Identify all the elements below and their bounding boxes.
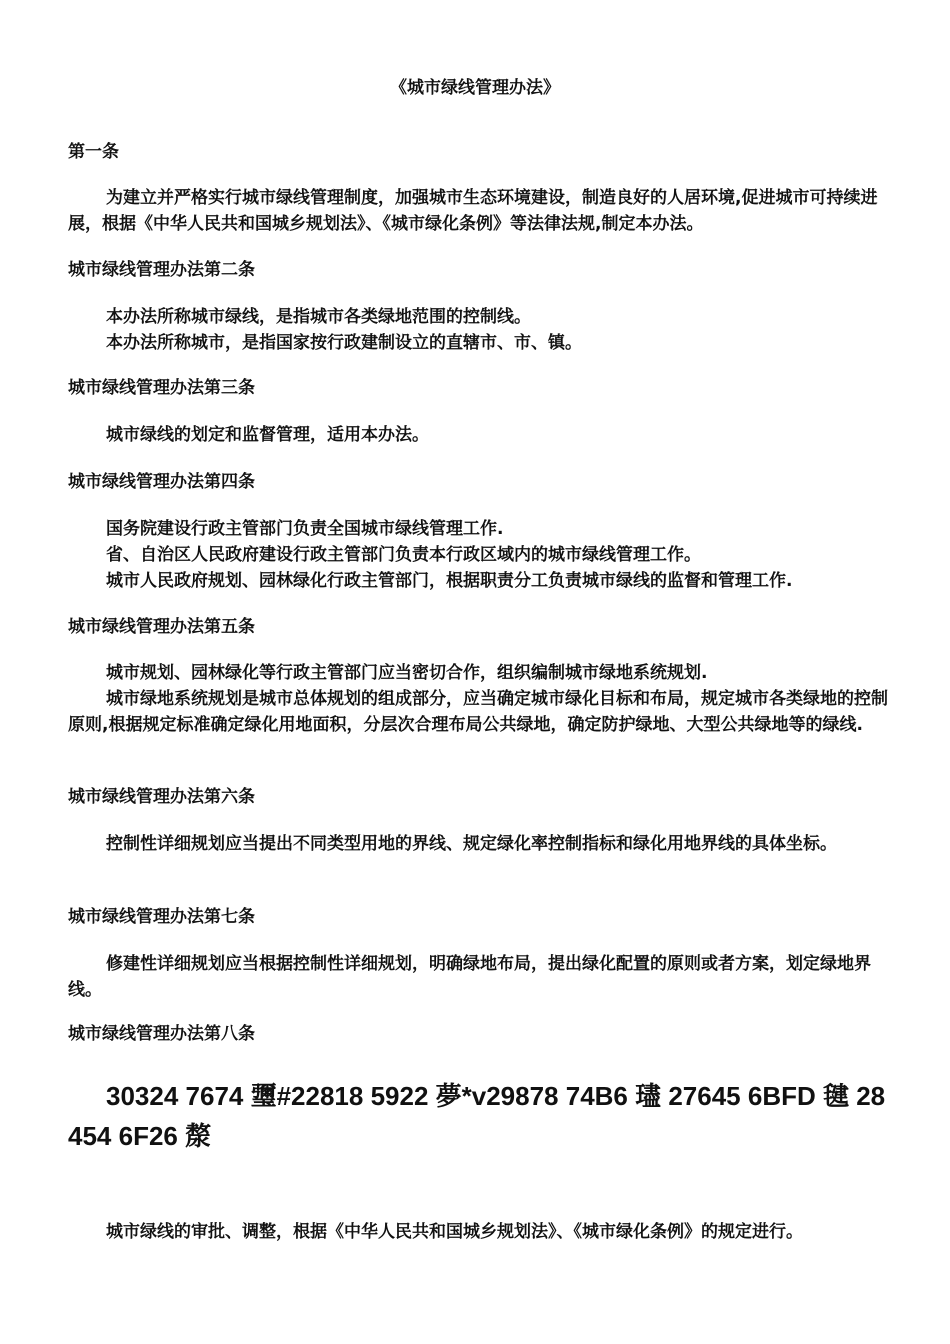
section-body-7 — [68, 951, 888, 1003]
section-heading-3: 城市绿线管理办法第三条 — [68, 378, 255, 398]
section-heading-1: 第一条 — [68, 142, 119, 162]
section-heading-7: 城市绿线管理办法第七条 — [68, 907, 255, 927]
paragraph: 城市绿地系统规划是城市总体规划的组成部分，应当确定城市绿化目标和布局，规定城市各类绿地的控制原则,根据规定标准确定绿化用地面积，分层次合理布局公共绿地，确定防护绿地、大型公共绿地等的绿线. — [68, 689, 888, 735]
section-heading-4: 城市绿线管理办法第四条 — [68, 472, 255, 492]
section-body-4 — [68, 516, 888, 594]
paragraph: 修建性详细规划应当根据控制性详细规划，明确绿地布局，提出绿化配置的原则或者方案，划定绿地界线。 — [68, 954, 871, 1000]
section-body-6 — [68, 831, 888, 857]
paragraph: 城市绿线的划定和监督管理，适用本办法。 — [106, 425, 429, 445]
section-body-1 — [68, 185, 888, 237]
section-heading-6: 城市绿线管理办法第六条 — [68, 787, 255, 807]
final-paragraph — [68, 1219, 888, 1245]
paragraph: 城市人民政府规划、园林绿化行政主管部门，根据职责分工负责城市绿线的监督和管理工作. — [106, 571, 793, 591]
section-heading-8: 城市绿线管理办法第八条 — [68, 1024, 255, 1044]
paragraph: 本办法所称城市，是指国家按行政建制设立的直辖市、市、镇。 — [106, 333, 582, 353]
paragraph: 城市规划、园林绿化等行政主管部门应当密切合作，组织编制城市绿地系统规划. — [106, 663, 708, 683]
paragraph: 控制性详细规划应当提出不同类型用地的界线、规定绿化率控制指标和绿化用地界线的具体坐标。 — [106, 834, 837, 854]
section-body-2 — [68, 304, 888, 356]
section-body-3 — [68, 422, 888, 448]
paragraph: 城市绿线的审批、调整，根据《中华人民共和国城乡规划法》、《城市绿化条例》的规定进行。 — [106, 1222, 803, 1242]
paragraph: 省、自治区人民政府建设行政主管部门负责本行政区域内的城市绿线管理工作。 — [106, 545, 701, 565]
section-heading-2: 城市绿线管理办法第二条 — [68, 260, 255, 280]
section-heading-5: 城市绿线管理办法第五条 — [68, 617, 255, 637]
document-title: 《城市绿线管理办法》 — [390, 78, 560, 98]
paragraph: 国务院建设行政主管部门负责全国城市绿线管理工作. — [106, 519, 504, 539]
paragraph: 为建立并严格实行城市绿线管理制度，加强城市生态环境建设，制造良好的人居环境,促进城市可持续进展，根据《中华人民共和国城乡规划法》、《城市绿化条例》等法律法规,制定本办法。 — [68, 188, 878, 234]
section-body-5 — [68, 660, 888, 738]
garbled-code-text: 30324 7674 瓕#22818 5922 夢*v29878 74B6 璶 27645 6BFD 毽 28454 6F26 漦 — [68, 1081, 886, 1151]
paragraph: 本办法所称城市绿线，是指城市各类绿地范围的控制线。 — [106, 307, 531, 327]
